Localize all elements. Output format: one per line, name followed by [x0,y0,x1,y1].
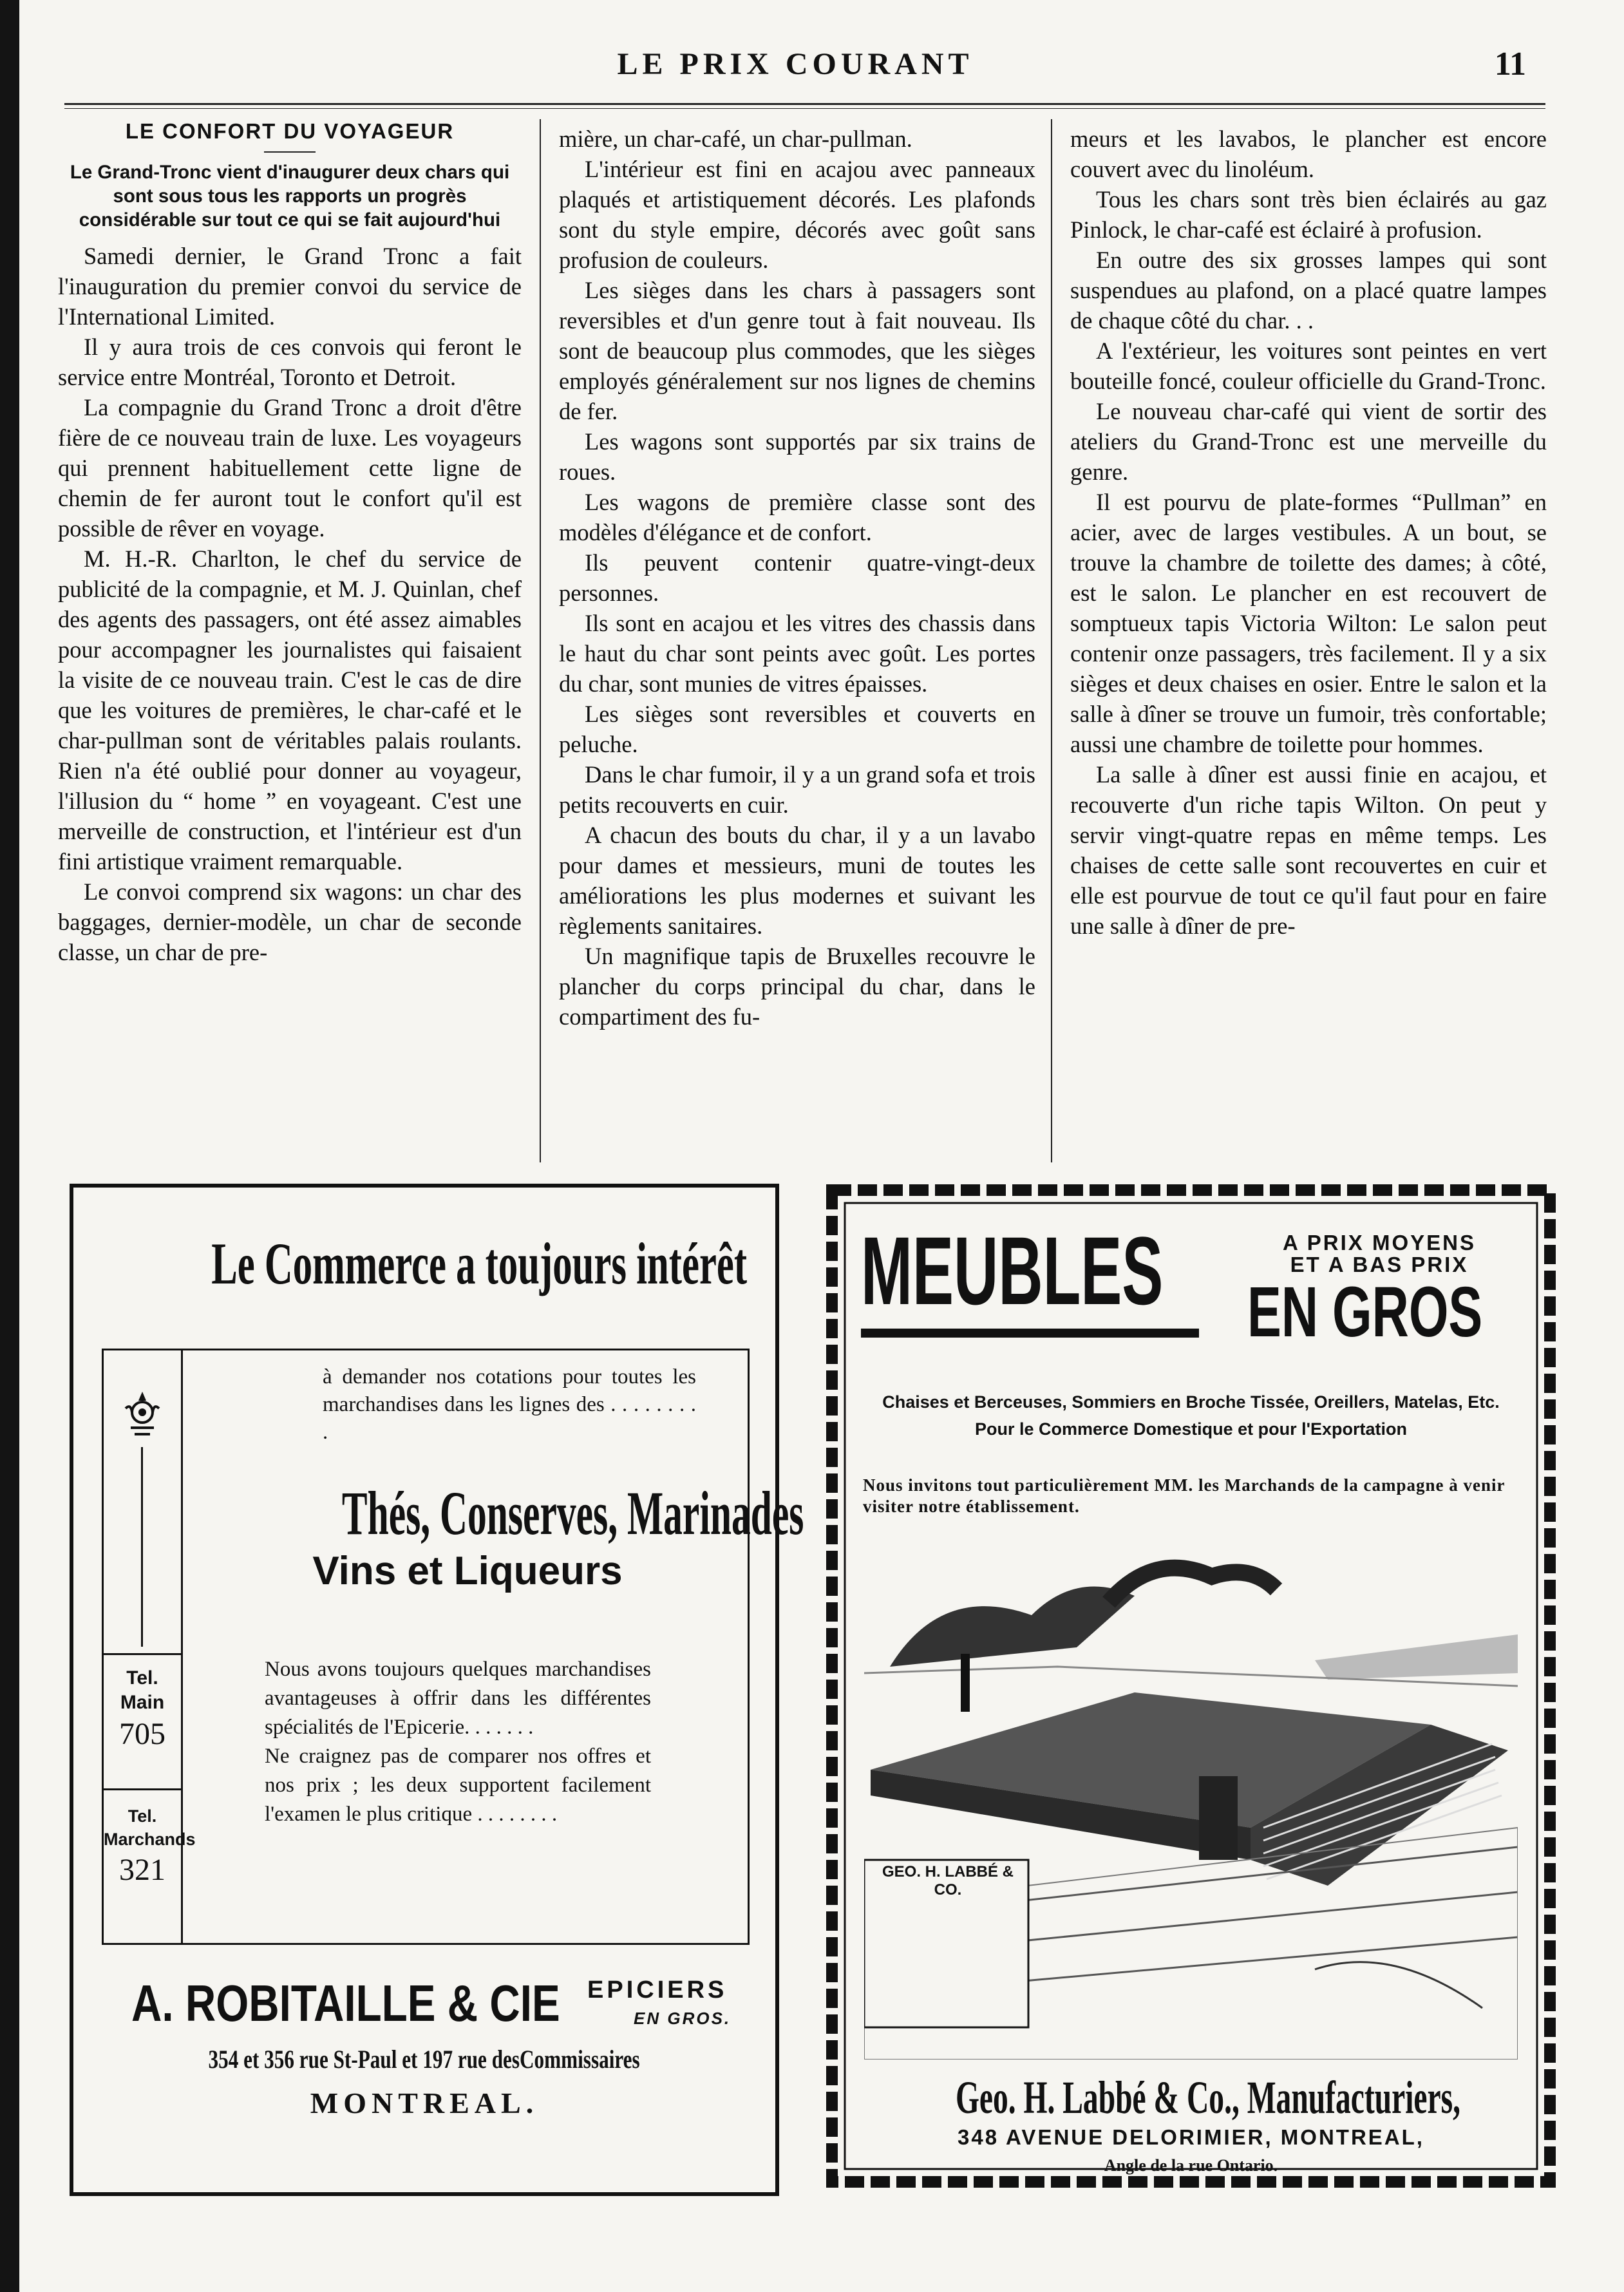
article-subtitle: Le Grand-Tronc vient d'inaugurer deux chars qui sont sous tous les rapports un progrès considérable sur tout ce qui se fait aujourd'hui [70,162,510,231]
meubles-rule [861,1329,1199,1338]
company-city: MONTREAL. [310,2087,539,2119]
ad-headline: Le Commerce a toujours intérêt [211,1231,748,1296]
newspaper-title: LE PRIX COURANT [617,47,974,81]
robitaille-advertisement [70,1184,804,2196]
paragraph: Ils sont en acajou et les vitres des chassis dans le haut du char sont peints avec goût. Les portes du char, sont munies de vitres épaisses. [559,610,1035,697]
paragraph: L'intérieur est fini en acajou avec panneaux plaqués et artistiquement décorés. Les plafonds sont du style empire, décorés avec goût sans profusion de couleurs. [559,156,1035,273]
paragraph: Il y aura trois de ces convois qui feront le service entre Montréal, Toronto et Detroit. [58,334,522,390]
company-wrap [826,2071,1556,2123]
title-rule [264,151,316,153]
meubles-title: MEUBLES [861,1217,1164,1325]
paragraph: Les sièges dans les chars à passagers sont reversibles et d'un genre tout à fait nouveau. Ils sont de beaucoup plus commodes, que les sièges employés généralement sur nos lignes de chemins de fer. [559,277,1035,424]
factory-illustration [864,1557,1518,2060]
column-separator [540,119,541,1162]
ad-para-2: Ne craignez pas de comparer nos offres et nos prix ; les deux supportent facilement l'examen le plus critique . . . . . . . . [265,1745,651,1826]
paragraph: Les sièges sont reversibles et couverts en peluche. [559,701,1035,757]
tel-line: Main [120,1692,165,1713]
paragraph: Il est pourvu de plate-formes “Pullman” en acier, avec de larges vestibules. A un bout, se trouve la chambre de toilette des dames; à côté, est le salon. Le plancher en est recouvert de somptueux tapis Victoria Wilton: Le salon peut contenir onze passagers, très facilement. Il y a six sièges et deux chaises en osier. Entre le salon et la salle à dîner se trouve un fumoir, très confortable; aussi une chambre de toilette pour hommes. [1070,489,1547,757]
paragraph: Le convoi comprend six wagons: un char des baggages, dernier-modèle, un char de seconde classe, un char de pre- [58,878,522,965]
address-wrap [73,2044,775,2076]
header-rule-thin [64,108,1545,109]
paragraph: mière, un char-café, un char-pullman. [559,126,912,152]
factory-sign: GEO. H. LABBÉ & CO. [882,1863,1014,1899]
ad-products-2: Vins et Liqueurs [312,1549,623,1593]
article-column-3 [1070,124,1547,941]
header-rule [64,103,1545,105]
invitation-text: Nous invitons tout particulièrement MM. les Marchands de la campagne à venir visiter notre établissement. [863,1475,1505,1516]
page-header [64,44,1526,89]
strip-divider [104,1653,181,1655]
ad-inner-frame [102,1349,804,1945]
paragraph: Les wagons sont supportés par six trains de roues. [559,428,1035,485]
paragraph: Le nouveau char-café qui vient de sortir des ateliers du Grand-Tronc est une merveille du genre. [1070,398,1547,485]
company-line [118,1970,762,2041]
paragraph: Dans le char fumoir, il y a un grand sofa et trois petits recouverts en cuir. [559,761,1035,818]
strip-line [141,1447,143,1647]
paragraph: meurs et les lavabos, le plancher est encore couvert avec du linoléum. [1070,126,1547,182]
paragraph: En outre des six grosses lampes qui sont suspendues au plafond, on a placé quatre lampes de chaque côté du char. . . [1070,247,1547,334]
paragraph: Samedi dernier, le Grand Tronc a fait l'inauguration du premier convoi du service de l'International Limited. [58,243,522,330]
prix-block [1238,1232,1521,1276]
en-gros-wrap [1247,1273,1574,1352]
en-gros-title: EN GROS [1247,1273,1483,1352]
company-name: A. ROBITAILLE & CIE [131,1975,560,2032]
crest-icon [122,1389,163,1441]
tel-number: 321 [119,1853,165,1887]
article-column-1 [58,116,522,967]
tel-label: Tel. [127,1806,157,1826]
ad-intro: à demander nos cotations pour toutes les marchandises dans les lignes des . . . . . . . . . [323,1365,696,1444]
tel-number: 705 [119,1717,165,1751]
paragraph: Ils peuvent contenir quatre-vingt-deux personnes. [559,549,1035,606]
ad-left-strip [104,1350,196,1943]
paragraph: A chacun des bouts du char, il y a un lavabo pour dames et messieurs, muni de toutes les améliorations les plus modernes et suivant les règlements sanitaires. [559,822,1035,939]
ad-products: Thés, Conserves, Marinades [341,1479,804,1548]
paragraph: Les wagons de première classe sont des modèles d'élégance et de confort. [559,489,1035,545]
paragraph: A l'extérieur, les voitures sont peintes en vert bouteille foncé, couleur officielle du Grand-Tronc. [1070,337,1547,394]
product-lines: Chaises et Berceuses, Sommiers en Broche Tissée, Oreillers, Matelas, Etc. Pour le Commerce Domestique et pour l'Exportation [882,1392,1500,1439]
paragraph: Tous les chars sont très bien éclairés au gaz Pinlock, le char-café est éclairé à profusion. [1070,186,1547,243]
prix-line-2: ET A BAS PRIX [1290,1253,1469,1276]
paragraph: La salle à dîner est aussi finie en acajou, et recouverte d'un riche tapis Wilton. On peut y servir vingt-quatre repas en même temps. Les chaises de cette salle sont recouvertes en cuir et elle est pourvue de tout ce qu'il faut pour en faire une salle à dîner de pre- [1070,761,1547,939]
ad-para-1: Nous avons toujours quelques marchandises avantageuses à offrir dans les différentes spécialités de l'Epicerie. . . . . . . [265,1658,651,1739]
ad-headline-wrap [73,1229,775,1298]
address-corner: Angle de la rue Ontario. [1104,2156,1278,2175]
paragraph: Un magnifique tapis de Bruxelles recouvre le plancher du corps principal du char, dans le compartiment des fu- [559,943,1035,1030]
company-address: 348 AVENUE DELORIMIER, MONTREAL, [958,2125,1424,2149]
labbe-advertisement [826,1184,1556,2188]
strip-divider [104,1788,181,1790]
page-number: 11 [1494,46,1526,82]
paragraph: M. H.-R. Charlton, le chef du service de publicité de la compagnie, et M. J. Quinlan, chef des agents des passagers, ont été assez aimables pour accompagner les journalistes qui faisaient la visite de ce nouveau train. C'est le cas de dire que les voitures de premières, le char-café et le char-pullman sont de véritables palais roulants. Rien n'a été oublié pour donner au voyageur, l'illusion du “ home ” en voyageant. C'est une merveille de construction, et l'intérieur est d'un fini artistique vraiment remarquable. [58,545,522,875]
epiciers-label: EPICIERS [587,1976,728,2003]
en-gros-label: EN GROS. [634,2009,732,2028]
scan-edge [0,0,19,2292]
column-separator [1051,119,1052,1162]
article-column-2 [559,124,1035,1032]
company-address: 354 et 356 rue St-Paul et 197 rue desCommissaires [208,2045,641,2074]
article-title: LE CONFORT DU VOYAGEUR [125,119,455,143]
prix-line-1: A PRIX MOYENS [1283,1231,1476,1255]
tel-label: Tel. [126,1667,158,1689]
ad-body [200,1363,804,1829]
tel-main-block [104,1666,181,1754]
tel-marchands-block [104,1804,196,1889]
paragraph: La compagnie du Grand Tronc a droit d'être fière de ce nouveau train de luxe. Les voyageurs qui prennent habituellement cette ligne de chemin de fer auront tout le confort qu'il est possible de rêver en voyage. [58,394,522,542]
company-name: Geo. H. Labbé & Co., Manufacturiers, [955,2072,1460,2123]
products-wrap [200,1477,804,1548]
tel-line: Marchands [104,1830,196,1849]
